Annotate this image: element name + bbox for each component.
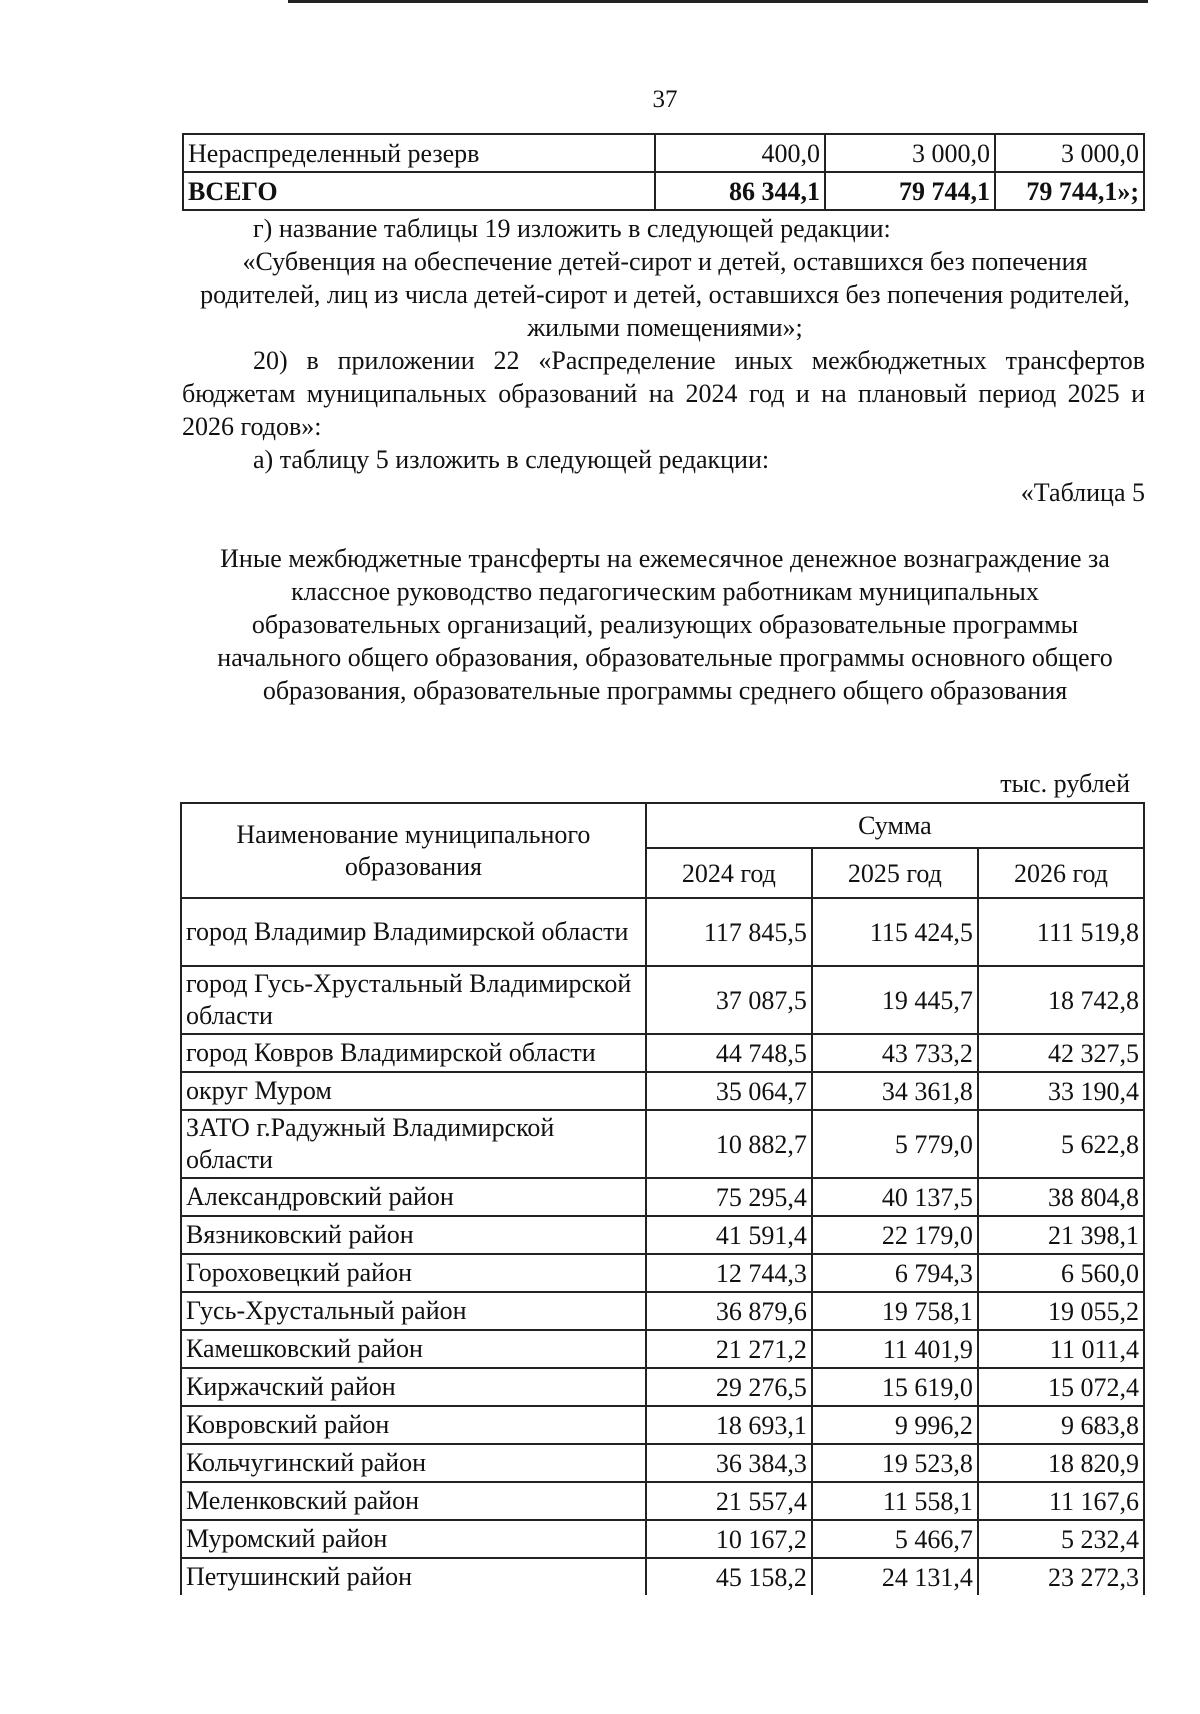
municipality-name-cell: Ковровский район [181,1406,646,1444]
value-2024-cell: 21 271,2 [646,1330,812,1368]
units-label: тыс. рублей [1000,769,1130,798]
municipality-name-cell: Муромский район [181,1520,646,1558]
header-row [181,803,1144,848]
value-2024-cell: 12 744,3 [646,1254,812,1292]
header-name: Наименование муниципального образования [181,803,646,898]
value-2026-cell: 5 232,4 [978,1520,1144,1558]
value-2026-cell: 9 683,8 [978,1406,1144,1444]
table-row [181,1072,1144,1110]
table-label: «Таблица 5 [1020,478,1145,507]
table-row [181,1406,1144,1444]
value-2025-cell: 24 131,4 [812,1558,978,1595]
paragraph-g: г) название таблицы 19 изложить в следующей редакции: [253,214,891,243]
value-2024-cell: 45 158,2 [646,1558,812,1595]
table-row [181,1482,1144,1520]
transfers-table [180,802,1145,1595]
header-2026: 2026 год [978,848,1144,898]
municipality-name-cell: Петушинский район [181,1558,646,1595]
table-row [181,1520,1144,1558]
value-2026-cell: 19 055,2 [978,1292,1144,1330]
value-2026-cell: 18 820,9 [978,1444,1144,1482]
value-2024-cell: 10 882,7 [646,1110,812,1178]
paragraph-a: а) таблицу 5 изложить в следующей редакции: [253,445,770,474]
municipality-name-cell: город Ковров Владимирской области [181,1034,646,1072]
value-2024-cell: 44 748,5 [646,1034,812,1072]
total-2025-cell: 79 744,1 [825,172,995,210]
header-sum: Сумма [646,803,1144,848]
table-row [181,1368,1144,1406]
table-row-total [183,172,1144,210]
table-row [181,1216,1144,1254]
value-2026-cell: 18 742,8 [978,966,1144,1034]
value-2025-cell: 19 445,7 [812,966,978,1034]
value-2025-cell: 11 558,1 [812,1482,978,1520]
table-row [181,898,1144,966]
value-2025-cell: 3 000,0 [825,134,995,172]
value-2025-cell: 5 466,7 [812,1520,978,1558]
table-row [181,1178,1144,1216]
table-row [181,966,1144,1034]
table-row [181,1330,1144,1368]
value-2024-cell: 10 167,2 [646,1520,812,1558]
value-2024-cell: 117 845,5 [646,898,812,966]
value-2026-cell: 6 560,0 [978,1254,1144,1292]
value-2025-cell: 11 401,9 [812,1330,978,1368]
municipality-name-cell: город Гусь-Хрустальный Владимирской области [181,966,646,1034]
value-2025-cell: 43 733,2 [812,1034,978,1072]
value-2024-cell: 29 276,5 [646,1368,812,1406]
table-row [181,1110,1144,1178]
municipality-name-cell: Камешковский район [181,1330,646,1368]
municipality-name-cell: ЗАТО г.Радужный Владимирской области [181,1110,646,1178]
value-2025-cell: 22 179,0 [812,1216,978,1254]
value-2024-cell: 400,0 [655,134,825,172]
value-2025-cell: 6 794,3 [812,1254,978,1292]
value-2025-cell: 15 619,0 [812,1368,978,1406]
table-row [181,1254,1144,1292]
municipality-name-cell: Меленковский район [181,1482,646,1520]
municipality-name-cell: Киржачский район [181,1368,646,1406]
municipality-name-cell: Гусь-Хрустальный район [181,1292,646,1330]
value-2026-cell: 23 272,3 [978,1558,1144,1595]
value-2024-cell: 37 087,5 [646,966,812,1034]
value-2024-cell: 36 384,3 [646,1444,812,1482]
value-2026-cell: 21 398,1 [978,1216,1144,1254]
municipality-name-cell: город Владимир Владимирской области [181,898,646,966]
table-row [181,1034,1144,1072]
table-title: Иные межбюджетные трансферты на ежемесячное денежное вознаграждение за классное руководство педагогическим работникам муниципальных образовательных организаций, реализующих образовательные программы начального общего образования, образовательные программы основного общего образования, образовательные программы среднего общего образования [217,544,1113,705]
value-2025-cell: 5 779,0 [812,1110,978,1178]
municipality-name-cell: Вязниковский район [181,1216,646,1254]
value-2024-cell: 18 693,1 [646,1406,812,1444]
value-2024-cell: 41 591,4 [646,1216,812,1254]
value-2025-cell: 115 424,5 [812,898,978,966]
header-2025: 2025 год [812,848,978,898]
municipality-name-cell: Александровский район [181,1178,646,1216]
value-2026-cell: 38 804,8 [978,1178,1144,1216]
value-2024-cell: 75 295,4 [646,1178,812,1216]
paragraph-20: 20) в приложении 22 «Распределение иных межбюджетных трансфертов бюджетам муниципальных образований на 2024 год и на плановый период 2025 и 2026 годов»: [182,346,1145,441]
value-2026-cell: 15 072,4 [978,1368,1144,1406]
value-2024-cell: 36 879,6 [646,1292,812,1330]
value-2025-cell: 19 758,1 [812,1292,978,1330]
value-2025-cell: 40 137,5 [812,1178,978,1216]
table-row [181,1292,1144,1330]
value-2026-cell: 33 190,4 [978,1072,1144,1110]
value-2026-cell: 111 519,8 [978,898,1144,966]
table-row [181,1444,1144,1482]
value-2026-cell: 5 622,8 [978,1110,1144,1178]
value-2025-cell: 34 361,8 [812,1072,978,1110]
total-2024-cell: 86 344,1 [655,172,825,210]
total-2026-cell: 79 744,1»; [995,172,1144,210]
paragraph-subvention-title: «Субвенция на обеспечение детей-сирот и детей, оставшихся без попечения родителей, лиц из числа детей-сирот и детей, оставшихся без попечения родителей, жилыми помещениями»; [200,247,1130,342]
page-number: 37 [652,86,678,113]
top-border-line [288,0,1148,3]
total-name-cell: ВСЕГО [183,172,655,210]
value-2026-cell: 3 000,0 [995,134,1144,172]
value-2024-cell: 21 557,4 [646,1482,812,1520]
value-2026-cell: 42 327,5 [978,1034,1144,1072]
municipality-name-cell: Гороховецкий район [181,1254,646,1292]
header-2024: 2024 год [646,848,812,898]
municipality-name-cell: округ Муром [181,1072,646,1110]
table-row [183,134,1144,172]
table-row [181,1558,1144,1595]
municipality-name-cell: Кольчугинский район [181,1444,646,1482]
row-name-cell: Нераспределенный резерв [183,134,655,172]
value-2025-cell: 19 523,8 [812,1444,978,1482]
value-2026-cell: 11 011,4 [978,1330,1144,1368]
value-2024-cell: 35 064,7 [646,1072,812,1110]
previous-table-tail [182,133,1145,211]
value-2026-cell: 11 167,6 [978,1482,1144,1520]
value-2025-cell: 9 996,2 [812,1406,978,1444]
